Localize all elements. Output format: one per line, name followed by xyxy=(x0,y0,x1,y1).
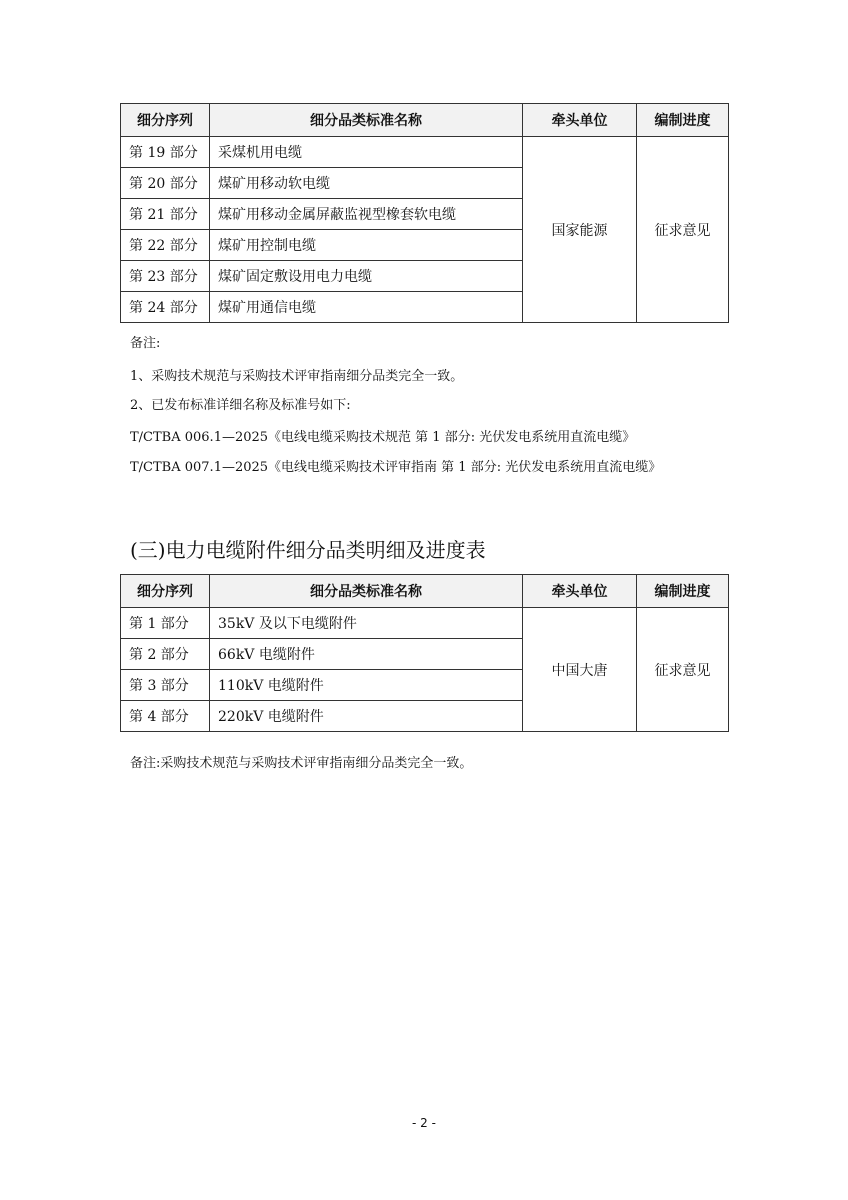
header-standard-name: 细分品类标准名称 xyxy=(210,104,523,137)
lead-unit-cell: 中国大唐 xyxy=(523,608,637,732)
standard-name-cell: 煤矿用移动软电缆 xyxy=(210,168,523,199)
part-cell: 第 24 部分 xyxy=(121,292,210,323)
standard-name-cell: 煤矿用移动金属屏蔽监视型橡套软电缆 xyxy=(210,199,523,230)
standard-name-cell: 35kV 及以下电缆附件 xyxy=(210,608,523,639)
note-line-2: 2、已发布标准详细名称及标准号如下: xyxy=(130,398,351,413)
part-cell: 第 4 部分 xyxy=(121,701,210,732)
standard-name-cell: 煤矿用控制电缆 xyxy=(210,230,523,261)
part-cell: 第 23 部分 xyxy=(121,261,210,292)
header-progress: 编制进度 xyxy=(637,104,729,137)
standard-name-cell: 采煤机用电缆 xyxy=(210,137,523,168)
page-number: - 2 - xyxy=(412,1116,436,1130)
header-standard-name: 细分品类标准名称 xyxy=(210,575,523,608)
note-line-1: 1、采购技术规范与采购技术评审指南细分品类完全一致。 xyxy=(130,369,464,384)
header-sequence: 细分序列 xyxy=(121,104,210,137)
table-row xyxy=(121,608,729,639)
standard-name-cell: 煤矿用通信电缆 xyxy=(210,292,523,323)
progress-cell: 征求意见 xyxy=(637,608,729,732)
part-cell: 第 20 部分 xyxy=(121,168,210,199)
header-sequence: 细分序列 xyxy=(121,575,210,608)
part-cell: 第 3 部分 xyxy=(121,670,210,701)
table-row xyxy=(121,137,729,168)
cable-category-table xyxy=(120,103,729,323)
note-standard-1: T/CTBA 006.1—2025《电线电缆采购技术规范 第 1 部分: 光伏发电系统用直流电缆》 xyxy=(130,430,636,445)
standard-name-cell: 66kV 电缆附件 xyxy=(210,639,523,670)
progress-cell: 征求意见 xyxy=(637,137,729,323)
notes-2: 备注:采购技术规范与采购技术评审指南细分品类完全一致。 xyxy=(130,756,473,771)
section-heading: (三)电力电缆附件细分品类明细及进度表 xyxy=(130,538,486,562)
part-cell: 第 2 部分 xyxy=(121,639,210,670)
table-header-row xyxy=(121,104,729,137)
header-progress: 编制进度 xyxy=(637,575,729,608)
part-cell: 第 19 部分 xyxy=(121,137,210,168)
part-cell: 第 22 部分 xyxy=(121,230,210,261)
part-cell: 第 1 部分 xyxy=(121,608,210,639)
header-lead-unit: 牵头单位 xyxy=(523,104,637,137)
part-cell: 第 21 部分 xyxy=(121,199,210,230)
table-header-row xyxy=(121,575,729,608)
standard-name-cell: 110kV 电缆附件 xyxy=(210,670,523,701)
notes-title: 备注: xyxy=(130,336,161,351)
header-lead-unit: 牵头单位 xyxy=(523,575,637,608)
accessory-category-table xyxy=(120,574,729,732)
standard-name-cell: 220kV 电缆附件 xyxy=(210,701,523,732)
standard-name-cell: 煤矿固定敷设用电力电缆 xyxy=(210,261,523,292)
note-standard-2: T/CTBA 007.1—2025《电线电缆采购技术评审指南 第 1 部分: 光伏发电系统用直流电缆》 xyxy=(130,460,662,475)
lead-unit-cell: 国家能源 xyxy=(523,137,637,323)
